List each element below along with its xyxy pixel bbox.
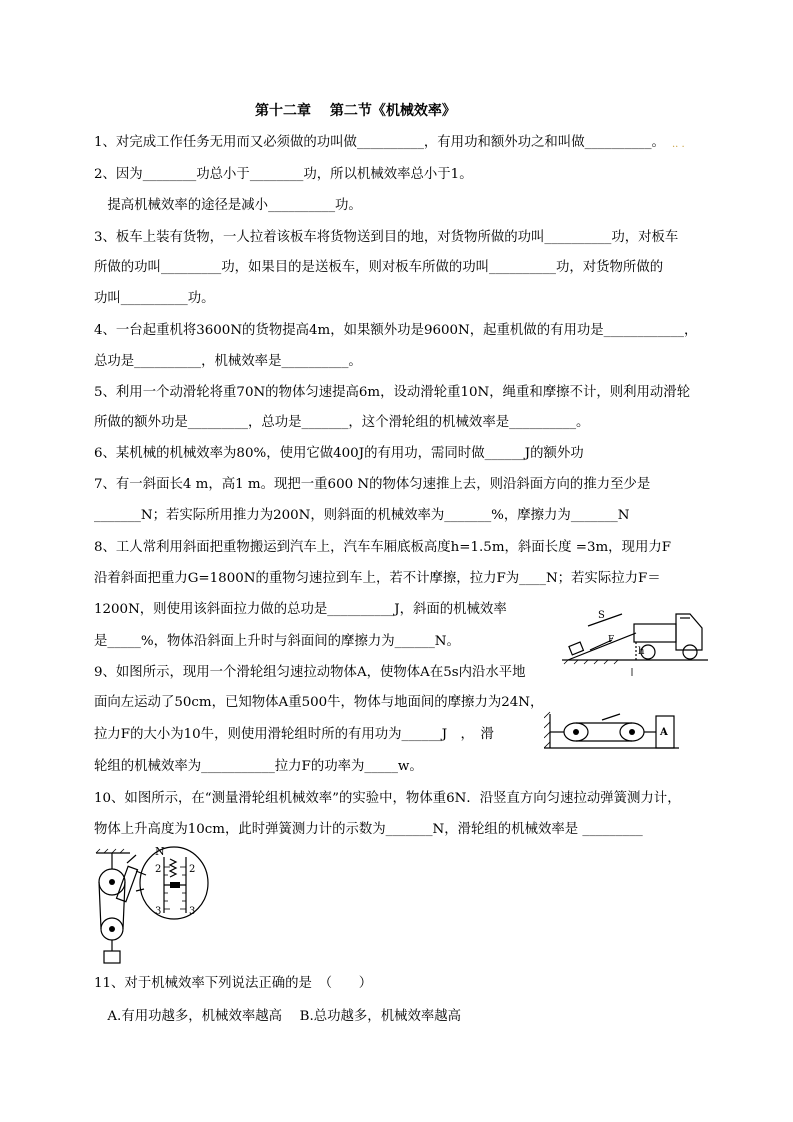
question-11-line: 11、对于机械效率下列说法正确的是 （ ） [94, 976, 373, 991]
question-2-line: 2、因为________功总小于________功，所以机械效率总小于1。 [94, 167, 473, 182]
tick-2-right: 2 [189, 864, 196, 875]
label-h: h [638, 646, 645, 657]
label-f: F [608, 635, 615, 645]
question-9-line-d: 轮组的机械效率为___________拉力F的功率为_____w。 [94, 759, 423, 774]
question-7-line-b: _______N；若实际所用推力为200N，则斜面的机械效率为_______%，摩擦力为_______N [94, 508, 630, 523]
question-10-line-a: 10、如图所示，在“测量滑轮组机械效率”的实验中，物体重6N．沿竖直方向匀速拉动弹簧测力计， [94, 791, 681, 806]
question-11-options: A.有用功越多，机械效率越高 B.总功越多，机械效率越高 [94, 1009, 462, 1024]
question-2-line-b: 提高机械效率的途径是减小__________功。 [94, 198, 362, 213]
question-3-line-c: 功叫__________功。 [94, 291, 215, 306]
question-8-line-a: 8、工人常利用斜面把重物搬运到汽车上，汽车车厢底板高度h=1.5m，斜面长度 =3m，现用力F [94, 540, 672, 555]
question-8-line-b: 沿着斜面把重力G=1800N的重物匀速拉到车上，若不计摩擦，拉力F为____N；若实际拉力F＝ [94, 571, 661, 586]
question-9-line-a: 9、如图所示，现用一个滑轮组匀速拉动物体A，使物体A在5s内沿水平地 [94, 665, 526, 680]
question-1-line: 1、对完成工作任务无用而又必须做的功叫做__________，有用功和额外功之和叫做__________。 [94, 135, 665, 150]
label-a: A [660, 727, 668, 738]
pulley-horizontal-figure [544, 708, 679, 754]
truck-ramp-figure [560, 600, 710, 680]
question-6-line: 6、某机械的机械效率为80%，使用它做400J的有用功，需同时做______J的额外功 [94, 446, 584, 461]
question-4-line-a: 4、一台起重机将3600N的货物提高4m，如果额外功是9600N，起重机做的有用功是____________， [94, 323, 698, 338]
question-10-line-b: 物体上升高度为10cm，此时弹簧测力计的示数为_______N，滑轮组的机械效率是 _________ [94, 822, 643, 837]
question-5-line-b: 所做的额外功是_________，总功是_______，这个滑轮组的机械效率是__________。 [94, 415, 590, 430]
question-4-line-b: 总功是__________，机械效率是__________。 [94, 354, 362, 369]
page-title: 第十二章 第二节《机械效率》 [255, 103, 456, 119]
question-3-line-b: 所做的功叫_________功，如果目的是送板车，则对板车所做的功叫__________功，对货物所做的 [94, 260, 664, 275]
question-3-line-a: 3、板车上装有货物，一人拉着该板车将货物送到目的地，对货物所做的功叫__________功，对板车 [94, 230, 679, 245]
tick-2-left: 2 [155, 864, 162, 875]
label-n: N [155, 845, 165, 858]
question-7-line-a: 7、有一斜面长4 m，高1 m。现把一重600 N的物体匀速推上去，则沿斜面方向的推力至少是 [94, 477, 651, 492]
question-8-line-d: 是_____%，物体沿斜面上升时与斜面间的摩擦力为______N。 [94, 634, 460, 649]
question-9-line-b: 面向左运动了50cm，已知物体A重500牛，物体与地面间的摩擦力为24N， [94, 695, 544, 710]
label-s: S [598, 610, 605, 621]
question-9-line-c: 拉力F的大小为10牛，则使用滑轮组时所的有用功为______J ， 滑 [94, 727, 494, 742]
question-5-line-a: 5、利用一个动滑轮将重70N的物体匀速提高6m，设动滑轮重10N，绳重和摩擦不计，则利用动滑轮 [94, 385, 691, 400]
mark: .. . [672, 139, 685, 150]
tick-3-left: 3 [155, 906, 162, 917]
tick-3-right: 3 [189, 906, 196, 917]
pulley-spring-scale-figure [92, 845, 222, 967]
question-8-line-c: 1200N，则使用该斜面拉力做的总功是__________J，斜面的机械效率 [94, 602, 507, 617]
